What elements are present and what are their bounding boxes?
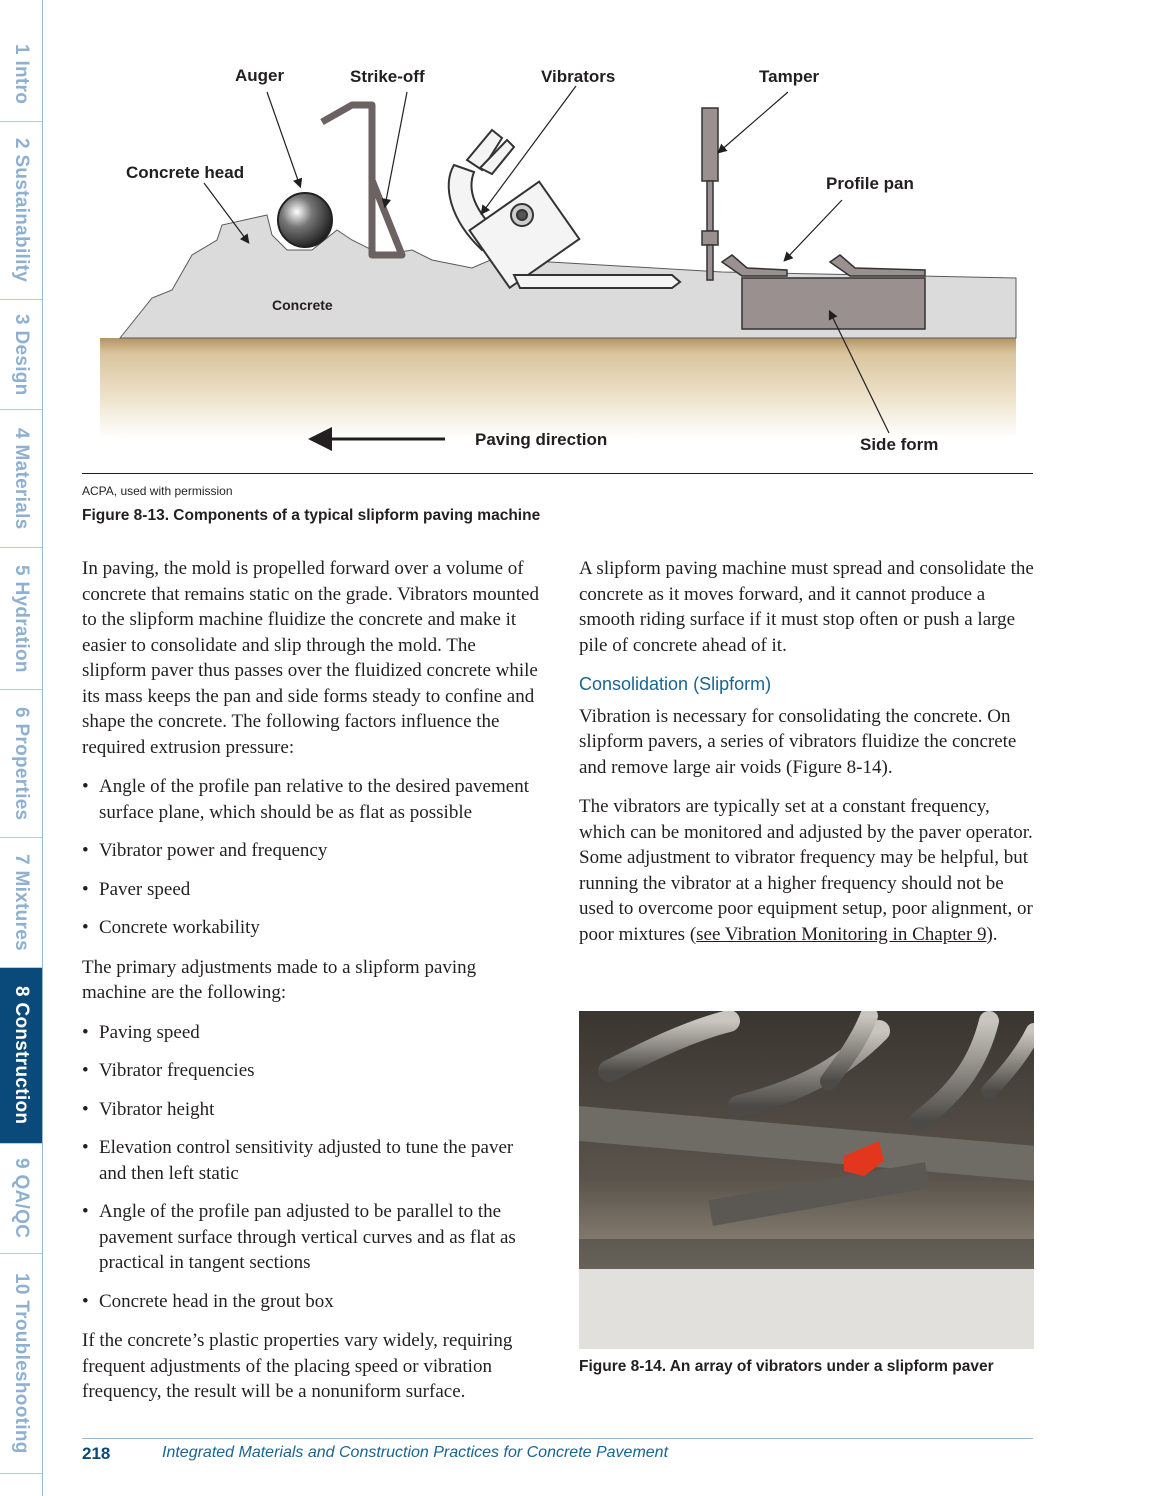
paragraph: In paving, the mold is propelled forward over a volume of concrete that remains static on the grade. Vibrators mounted to the slipform machine fluidize the concrete and make it easier to consolidate and slip through the mold. The slipform paver thus passes over the fluidized concrete while its mass keeps the pan and side forms steady to confine and shape the concrete. The following factors influence the required extrusion pressure:	[82, 558, 539, 758]
running-title: Integrated Materials and Construction Practices for Concrete Pavement	[162, 1444, 669, 1461]
list-item: • Concrete workability	[82, 915, 540, 941]
paragraph-text-end: ).	[986, 923, 998, 945]
label-paving-direction: Paving direction	[475, 430, 608, 449]
side-tab-properties[interactable]	[0, 690, 42, 838]
side-tab-sustainability[interactable]	[0, 122, 42, 300]
paragraph: The primary adjustments made to a slipform paving machine are the following:	[82, 956, 477, 1003]
list-item: • Paver speed	[82, 877, 540, 903]
vibrator-array-photo	[579, 1011, 1034, 1349]
label-vibrators: Vibrators	[541, 67, 616, 86]
adjustments-list	[82, 1020, 540, 1315]
figure-rule	[82, 473, 1033, 474]
side-tab-label: 9 QA/QC	[11, 1158, 32, 1239]
list-item: • Paving speed	[82, 1020, 540, 1046]
paragraph	[579, 794, 1037, 947]
slipform-diagram-drawing	[82, 50, 1032, 470]
list-item: • Angle of the profile pan relative to the desired pavement surface plane, which should be as flat as possible	[82, 774, 540, 825]
side-tab-label: 8 Construction	[11, 986, 32, 1125]
tamper	[702, 108, 718, 280]
list-item: • Vibrator frequencies	[82, 1058, 540, 1084]
profile-pan	[722, 255, 925, 276]
list-item: • Vibrator height	[82, 1097, 540, 1123]
list-item: • Vibrator power and frequency	[82, 838, 540, 864]
side-tab-qaqc[interactable]	[0, 1144, 42, 1254]
side-tab-hydration[interactable]	[0, 548, 42, 690]
side-tab-label: 3 Design	[11, 313, 32, 396]
auger	[278, 193, 332, 247]
chapter-9-link[interactable]: see Vibration Monitoring in Chapter 9	[696, 923, 987, 945]
slipform-diagram	[82, 50, 1032, 470]
label-concrete: Concrete	[272, 297, 333, 313]
photo-slab	[579, 1269, 1034, 1349]
footer-rule	[82, 1438, 1033, 1439]
side-tab-label: 5 Hydration	[11, 564, 32, 673]
list-item: • Concrete head in the grout box	[82, 1289, 540, 1315]
side-tab-label: 7 Mixtures	[11, 854, 32, 951]
paragraph-text: The vibrators are typically set at a constant frequency, which can be monitored and adjusted by the paver operator. Some adjustment to vibrator frequency may be helpful, but running the vibrator at a higher frequency should not be used to overcome poor equipment setup, poor alignment, or poor mixtures (	[579, 796, 1033, 945]
figure-credit: ACPA, used with permission	[82, 484, 233, 498]
figure-13-caption: Figure 8-13. Components of a typical slipform paving machine	[82, 507, 541, 524]
list-item: • Elevation control sensitivity adjusted to tune the paver and then left static	[82, 1135, 540, 1186]
section-heading: Consolidation (Slipform)	[579, 674, 772, 694]
paragraph: Vibration is necessary for consolidating the concrete. On slipform pavers, a series of vibrators fluidize the concrete and remove large air voids (Figure 8-14).	[579, 705, 1017, 778]
side-tab-label: 1 Intro	[11, 44, 32, 105]
side-tab-troubleshooting[interactable]	[0, 1254, 42, 1474]
label-auger: Auger	[235, 66, 285, 85]
photo-shadow	[579, 1239, 1034, 1269]
list-item: • Angle of the profile pan adjusted to be parallel to the pavement surface through vertical curves and as flat as practical in tangent sections	[82, 1199, 540, 1276]
paragraph: If the concrete’s plastic properties vary widely, requiring frequent adjustments of the placing speed or vibration frequency, the result will be a nonuniform surface.	[82, 1330, 513, 1402]
label-strike-off: Strike-off	[350, 67, 425, 86]
label-profile-pan: Profile pan	[826, 174, 914, 193]
side-tab-mixtures[interactable]	[0, 838, 42, 968]
label-side-form: Side form	[860, 435, 939, 454]
vibrator-array-photo-drawing	[579, 1011, 1034, 1349]
label-concrete-head: Concrete head	[126, 163, 245, 182]
side-form	[742, 278, 925, 329]
side-tab-materials[interactable]	[0, 410, 42, 548]
chapter-side-nav	[0, 0, 43, 1496]
side-tab-design[interactable]	[0, 300, 42, 410]
extrusion-factors-list	[82, 774, 540, 941]
paragraph: A slipform paving machine must spread and consolidate the concrete as it moves forward, and it cannot produce a smooth riding surface if it must stop often or push a large pile of concrete ahead of it.	[579, 558, 1034, 656]
side-tab-label: 4 Materials	[11, 427, 32, 530]
side-tab-construction[interactable]	[0, 968, 42, 1144]
side-tab-label: 6 Properties	[11, 706, 32, 821]
page-number: 218	[82, 1444, 111, 1463]
side-tab-label: 2 Sustainability	[11, 138, 32, 283]
ground-layer	[100, 338, 1016, 438]
label-tamper: Tamper	[759, 67, 820, 86]
figure-14-caption: Figure 8-14. An array of vibrators under a slipform paver	[579, 1358, 994, 1375]
right-column	[579, 556, 1037, 961]
left-column	[82, 556, 540, 1419]
side-tab-intro[interactable]	[0, 28, 42, 122]
side-tab-label: 10 Troubleshooting	[11, 1273, 32, 1454]
